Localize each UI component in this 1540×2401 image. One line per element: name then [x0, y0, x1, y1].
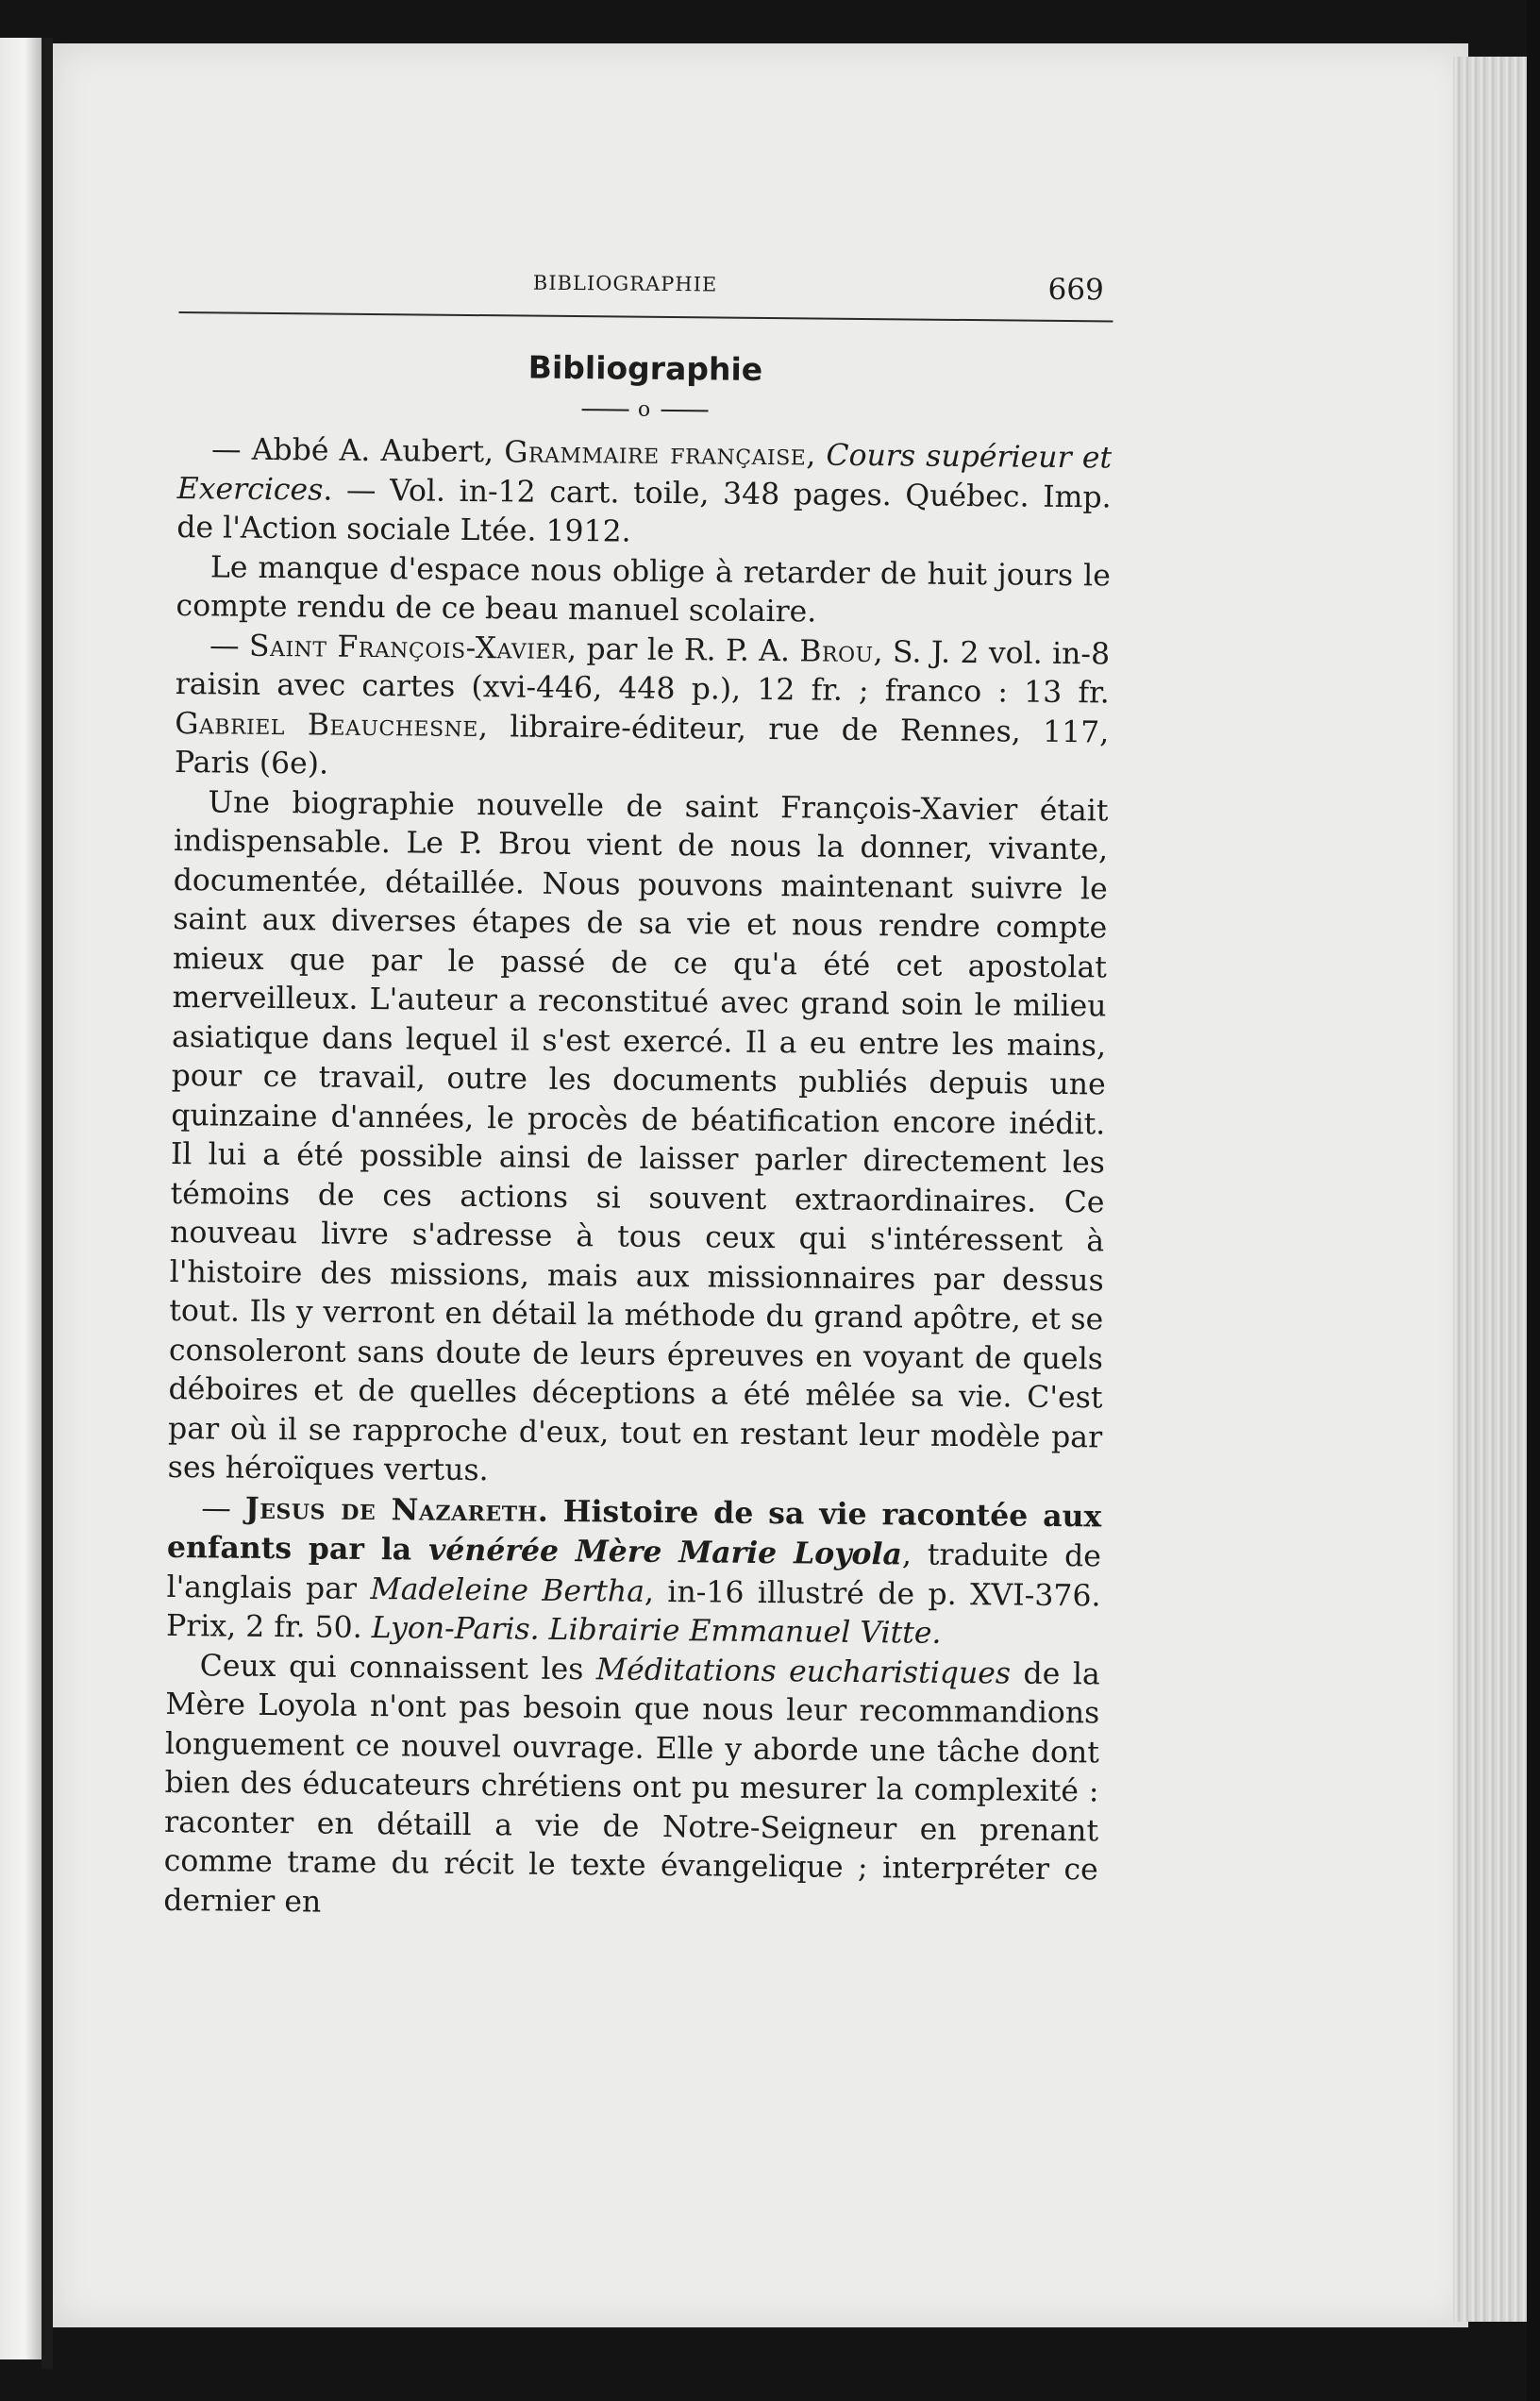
- binding-shadow: [42, 38, 53, 2369]
- title-ornament: [177, 394, 1112, 427]
- book-subtitle: Cours supérieur et Exercices: [176, 438, 1113, 507]
- entry-jesus: — Jesus de Nazareth. Histoire de sa vie racontée aux enfants par la vénérée Mère Marie Loyola, traduite de l'anglais par Madeleine Bertha, in-16 illustré de p. XVI-376. Prix, 2 fr. 50. Lyon-Paris. Librairie Emmanuel Vitte.: [165, 1490, 1102, 1651]
- book-title: Saint François-Xavier: [248, 629, 568, 666]
- left-page-edge: [0, 38, 42, 2359]
- ornament-dash-left: [582, 409, 629, 411]
- publisher-name: Gabriel Beauchesne: [175, 706, 479, 744]
- author-name: vénérée Mère Marie Loyola: [427, 1532, 903, 1572]
- scan-border: [1527, 0, 1540, 2401]
- book-title: Grammaire française: [504, 435, 807, 473]
- entry-aubert: — Abbé A. Aubert, Grammaire française, Cours supérieur et Exercices. — Vol. in-12 cart. toile, 348 pages. Québec. Imp. de l'Action sociale Ltée. 1912.: [176, 432, 1113, 549]
- page-stack-edge: [1453, 57, 1527, 2322]
- review-aubert: Le manque d'espace nous oblige à retarder de huit jours le compte rendu de ce beau manuel scolaire.: [176, 549, 1112, 630]
- book-title: Jesus de Nazareth: [244, 1490, 539, 1529]
- page-number: 669: [1047, 272, 1104, 308]
- bibliography-entries: [163, 430, 1112, 1929]
- publisher-name: Lyon-Paris. Librairie Emmanuel Vitte.: [371, 1611, 942, 1651]
- running-title: BIBLIOGRAPHIE: [532, 271, 718, 296]
- review-xavier: Une biographie nouvelle de saint François-Xavier était indispensable. Le P. Brou vient de nous la donner, vivante, documentée, détaillée. Nous pouvons maintenant suivre le saint aux diverses étapes de sa vie et nous rendre compte mieux que par le passé de ce qu'a été cet apostolat merveilleux. L'auteur a reconstitué avec grand soin le milieu asiatique dans lequel il s'est exercé. Il a eu entre les mains, pour ce travail, outre les documents publiés depuis une quinzaine d'années, le procès de béatification encore inédit. Il lui a été possible ainsi de laisser parler directement les témoins de ces actions si souvent extraordinaires. Ce nouveau livre s'adresse à tous ceux qui s'intéressent à l'histoire des missions, mais aux missionnaires par dessus tout. Ils y verront en détail la méthode du grand apôtre, et se consoleront sans doute de leurs épreuves en voyant de quels déboires et de quelles déceptions a été mêlée sa vie. C'est par où il se rapproche d'eux, tout en restant leur modèle par ses héroïques vertus.: [167, 784, 1109, 1488]
- author-name: Brou: [799, 633, 874, 669]
- translator-name: Madeleine Bertha: [370, 1571, 645, 1609]
- page-content: [163, 264, 1113, 1929]
- work-title: Méditations eucharistiques: [595, 1652, 1012, 1691]
- entry-xavier: — Saint François-Xavier, par le R. P. A. Brou, S. J. 2 vol. in-8 raisin avec cartes (xvi-446, 448 p.), 12 fr. ; franco : 13 fr. Gabriel Beauchesne, libraire-éditeur, rue de Rennes, 117, Paris (6e).: [174, 628, 1111, 781]
- running-head: [179, 264, 1113, 319]
- ornament-circle: o: [637, 397, 653, 422]
- ornament-dash-right: [661, 410, 708, 411]
- review-jesus: Ceux qui connaissent les Méditations eucharistiques de la Mère Loyola n'ont pas besoin que nous leur recommandions longuement ce nouvel ouvrage. Elle y aborde une tâche dont bien des éducateurs chrétiens ont pu mesurer la complexité : raconter en détaill a vie de Notre-Seigneur en prenant comme trame du récit le texte évangelique ; interpréter ce dernier en: [163, 1648, 1100, 1920]
- section-title: Bibliographie: [527, 348, 763, 388]
